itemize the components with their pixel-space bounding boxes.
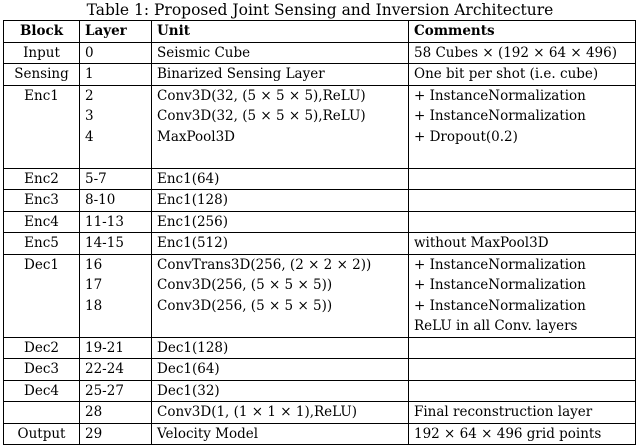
cell-comments [409,380,636,402]
cell-layer [80,316,152,337]
cell-layer: 0 [80,42,152,64]
cell-layer: 28 [80,402,152,424]
cell-unit: Dec1(128) [152,337,409,359]
cell-unit: Conv3D(1, (1 × 1 × 1),ReLU) [152,402,409,424]
cell-comments: + InstanceNormalization [409,85,636,106]
cell-unit: MaxPool3D [152,127,409,148]
table-body [4,42,636,445]
table-row [4,296,636,317]
cell-layer: 16 [80,254,152,275]
table-row [4,190,636,212]
cell-comments: One bit per shot (i.e. cube) [409,64,636,86]
table-row [4,168,636,190]
table-row [4,42,636,64]
table-row [4,316,636,337]
cell-unit: Dec1(32) [152,380,409,402]
cell-block: Dec1 [4,254,80,337]
cell-comments: + InstanceNormalization [409,254,636,275]
cell-comments: + InstanceNormalization [409,296,636,317]
cell-comments: 58 Cubes × (192 × 64 × 496) [409,42,636,64]
table-header [4,21,636,43]
header-block: Block [4,21,80,43]
cell-layer: 5-7 [80,168,152,190]
table-caption [0,0,640,20]
table-row [4,85,636,106]
cell-unit [152,316,409,337]
cell-layer: 14-15 [80,233,152,255]
cell-block: Enc1 [4,85,80,168]
cell-layer: 1 [80,64,152,86]
cell-unit [152,147,409,168]
table-row [4,127,636,148]
cell-unit: Conv3D(256, (5 × 5 × 5)) [152,296,409,317]
cell-comments [409,359,636,381]
cell-unit: Seismic Cube [152,42,409,64]
cell-layer: 2 [80,85,152,106]
cell-comments [409,211,636,233]
table-row [4,64,636,86]
cell-comments [409,190,636,212]
cell-comments: + InstanceNormalization [409,275,636,296]
cell-comments: + Dropout(0.2) [409,127,636,148]
table-row [4,106,636,127]
cell-unit: Conv3D(32, (5 × 5 × 5),ReLU) [152,85,409,106]
cell-block: Dec3 [4,359,80,381]
cell-comments [409,147,636,168]
cell-unit: Dec1(64) [152,359,409,381]
cell-unit: Velocity Model [152,423,409,445]
cell-comments: without MaxPool3D [409,233,636,255]
cell-layer [80,147,152,168]
cell-block: Sensing [4,64,80,86]
cell-unit: Enc1(512) [152,233,409,255]
table-row [4,402,636,424]
cell-block: Enc4 [4,211,80,233]
cell-layer: 17 [80,275,152,296]
cell-layer: 25-27 [80,380,152,402]
cell-block [4,402,80,424]
table-row [4,275,636,296]
architecture-table [3,20,636,445]
cell-unit: ConvTrans3D(256, (2 × 2 × 2)) [152,254,409,275]
cell-block: Dec2 [4,337,80,359]
cell-comments [409,168,636,190]
cell-comments: Final reconstruction layer [409,402,636,424]
cell-block: Enc3 [4,190,80,212]
table-row [4,254,636,275]
cell-block: Enc5 [4,233,80,255]
table-caption-text: Table 1: Proposed Joint Sensing and Inversion Architecture [86,1,554,19]
cell-unit: Enc1(128) [152,190,409,212]
header-comments: Comments [409,21,636,43]
table-row [4,380,636,402]
table-row [4,211,636,233]
table-row [4,337,636,359]
header-layer: Layer [80,21,152,43]
cell-block: Output [4,423,80,445]
header-row [4,21,636,43]
cell-comments: 192 × 64 × 496 grid points [409,423,636,445]
cell-block: Enc2 [4,168,80,190]
cell-layer: 8-10 [80,190,152,212]
cell-comments [409,337,636,359]
table-row [4,147,636,168]
cell-layer: 19-21 [80,337,152,359]
cell-layer: 22-24 [80,359,152,381]
cell-layer: 3 [80,106,152,127]
cell-comments: ReLU in all Conv. layers [409,316,636,337]
cell-layer: 18 [80,296,152,317]
header-unit: Unit [152,21,409,43]
cell-unit: Enc1(256) [152,211,409,233]
table-row [4,359,636,381]
cell-block: Input [4,42,80,64]
cell-comments: + InstanceNormalization [409,106,636,127]
cell-block: Dec4 [4,380,80,402]
cell-layer: 29 [80,423,152,445]
cell-unit: Conv3D(256, (5 × 5 × 5)) [152,275,409,296]
cell-layer: 4 [80,127,152,148]
cell-unit: Binarized Sensing Layer [152,64,409,86]
cell-unit: Enc1(64) [152,168,409,190]
table-row [4,233,636,255]
table-row [4,423,636,445]
cell-unit: Conv3D(32, (5 × 5 × 5),ReLU) [152,106,409,127]
cell-layer: 11-13 [80,211,152,233]
